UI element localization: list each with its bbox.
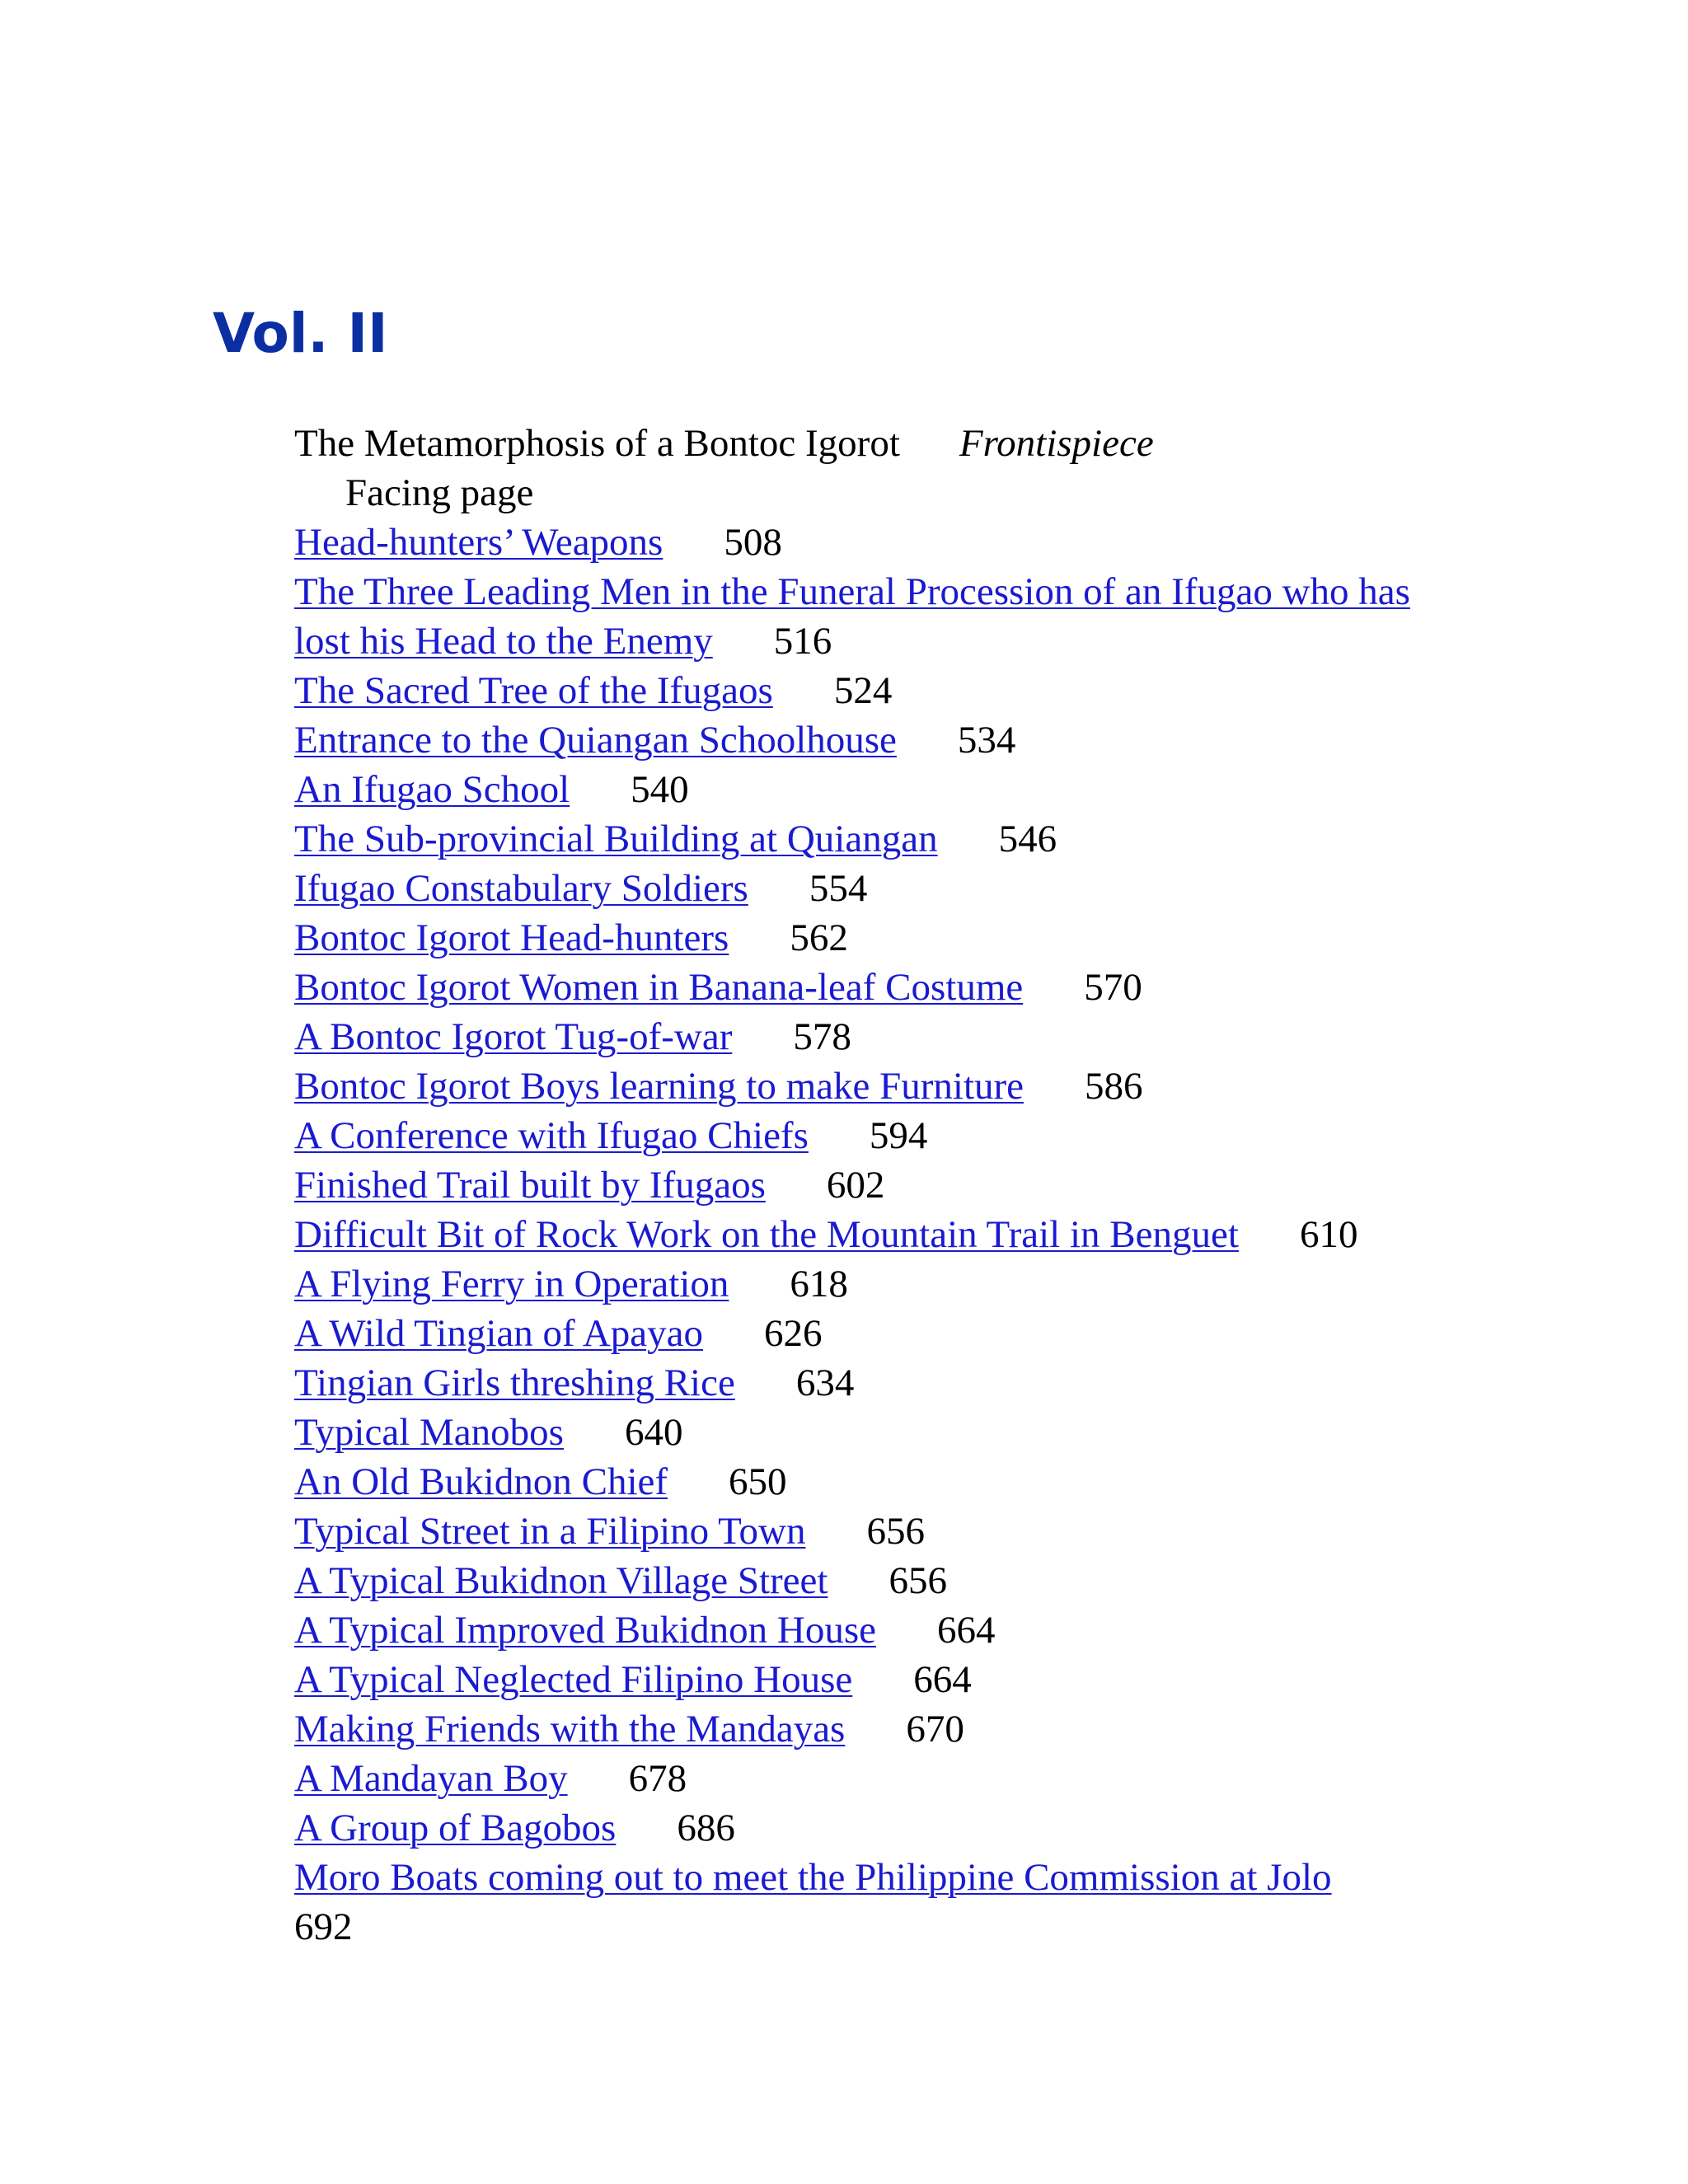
page-number: 664 <box>913 1658 972 1701</box>
illustration-link[interactable]: A Flying Ferry in Operation <box>294 1263 729 1305</box>
page-number: 602 <box>826 1164 885 1207</box>
page-number: 670 <box>906 1708 964 1750</box>
volume-heading: Vol. II <box>213 302 388 365</box>
list-item <box>294 1358 1448 1408</box>
page-number: 516 <box>773 620 832 663</box>
illustration-link[interactable]: A Typical Neglected Filipino House <box>294 1658 853 1701</box>
page-number: 534 <box>957 719 1016 762</box>
list-item <box>294 1111 1448 1160</box>
page-number: 586 <box>1085 1065 1143 1108</box>
illustration-link[interactable]: The Sub-provincial Building at Quiangan <box>294 818 938 860</box>
illustration-link[interactable]: Typical Street in a Filipino Town <box>294 1510 806 1553</box>
illustration-link[interactable]: Typical Manobos <box>294 1411 564 1454</box>
page-number: 570 <box>1084 966 1142 1009</box>
page-number: 540 <box>631 768 689 811</box>
illustration-link[interactable]: Difficult Bit of Rock Work on the Mountain Trail in Benguet <box>294 1213 1239 1256</box>
list-item <box>294 765 1448 814</box>
list-item <box>294 567 1432 666</box>
page-number: 610 <box>1299 1213 1358 1256</box>
frontispiece-label: Frontispiece <box>959 422 1154 465</box>
illustration-link[interactable]: Head-hunters’ Weapons <box>294 521 663 564</box>
list-item <box>294 1309 1448 1358</box>
page-number: 634 <box>795 1361 855 1404</box>
page-number: 618 <box>790 1263 848 1305</box>
list-item <box>294 715 1448 765</box>
illustration-link[interactable]: Bontoc Igorot Boys learning to make Furniture <box>294 1065 1025 1108</box>
page-number: 656 <box>866 1510 925 1553</box>
illustration-link[interactable]: Making Friends with the Mandayas <box>294 1708 846 1750</box>
illustration-link[interactable]: The Sacred Tree of the Ifugaos <box>294 669 773 712</box>
frontispiece-title: The Metamorphosis of a Bontoc Igorot <box>294 422 900 465</box>
illustration-link[interactable]: A Wild Tingian of Apayao <box>294 1312 704 1355</box>
page-number: 640 <box>624 1411 683 1454</box>
facing-page-label: Facing page <box>345 471 534 514</box>
illustration-link[interactable]: A Typical Bukidnon Village Street <box>294 1559 828 1602</box>
page-number: 686 <box>677 1807 735 1849</box>
illustration-link[interactable]: The Three Leading Men in the Funeral Procession of an Ifugao who has lost his Head to the Enemy <box>294 570 1410 663</box>
illustration-link[interactable]: A Mandayan Boy <box>294 1757 568 1800</box>
illustration-link[interactable]: Bontoc Igorot Head-hunters <box>294 916 729 959</box>
page-number: 524 <box>833 669 893 712</box>
list-item <box>294 1853 1448 1952</box>
list-item <box>294 1408 1448 1457</box>
illustration-link[interactable]: A Typical Improved Bukidnon House <box>294 1609 876 1652</box>
illustration-link[interactable]: A Bontoc Igorot Tug-of-war <box>294 1015 733 1058</box>
page-number: 678 <box>628 1757 687 1800</box>
list-item <box>294 1259 1448 1309</box>
page-number: 562 <box>790 916 848 959</box>
illustration-link[interactable]: Entrance to the Quiangan Schoolhouse <box>294 719 897 762</box>
illustration-link[interactable]: A Conference with Ifugao Chiefs <box>294 1114 809 1157</box>
page-number: 508 <box>724 521 782 564</box>
illustration-link[interactable]: A Group of Bagobos <box>294 1807 617 1849</box>
page-number: 692 <box>294 1905 353 1948</box>
illustrations-list <box>294 419 1448 1952</box>
list-item <box>294 1556 1448 1605</box>
illustration-link[interactable]: An Old Bukidnon Chief <box>294 1460 668 1503</box>
page-number: 626 <box>764 1312 823 1355</box>
illustration-link[interactable]: Finished Trail built by Ifugaos <box>294 1164 766 1207</box>
list-item <box>294 1605 1448 1655</box>
list-item <box>294 1062 1448 1111</box>
page-number: 578 <box>793 1015 851 1058</box>
list-item <box>294 1655 1448 1704</box>
list-item <box>294 1754 1448 1803</box>
illustration-link[interactable]: Moro Boats coming out to meet the Philippine Commission at Jolo <box>294 1856 1332 1899</box>
list-item <box>294 814 1448 864</box>
page-number: 664 <box>937 1609 996 1652</box>
list-item <box>294 1507 1448 1556</box>
list-item <box>294 963 1448 1012</box>
illustration-link[interactable]: An Ifugao School <box>294 768 570 811</box>
list-item <box>294 1012 1448 1062</box>
list-item <box>294 864 1448 913</box>
illustration-link[interactable]: Ifugao Constabulary Soldiers <box>294 867 748 910</box>
list-item <box>294 1803 1448 1853</box>
page-number: 546 <box>998 818 1057 860</box>
list-item <box>294 1210 1448 1259</box>
list-item <box>294 913 1448 963</box>
list-item <box>294 1704 1448 1754</box>
list-item <box>294 666 1448 715</box>
page-number: 594 <box>869 1114 928 1157</box>
page-number: 650 <box>729 1460 787 1503</box>
list-item <box>294 1160 1448 1210</box>
list-item <box>294 1457 1448 1507</box>
illustration-link[interactable]: Bontoc Igorot Women in Banana-leaf Costume <box>294 966 1024 1009</box>
frontispiece-row <box>294 419 1448 468</box>
page-number: 656 <box>889 1559 947 1602</box>
list-item <box>294 518 1448 567</box>
page-number: 554 <box>809 867 868 910</box>
illustration-link[interactable]: Tingian Girls threshing Rice <box>294 1361 735 1404</box>
